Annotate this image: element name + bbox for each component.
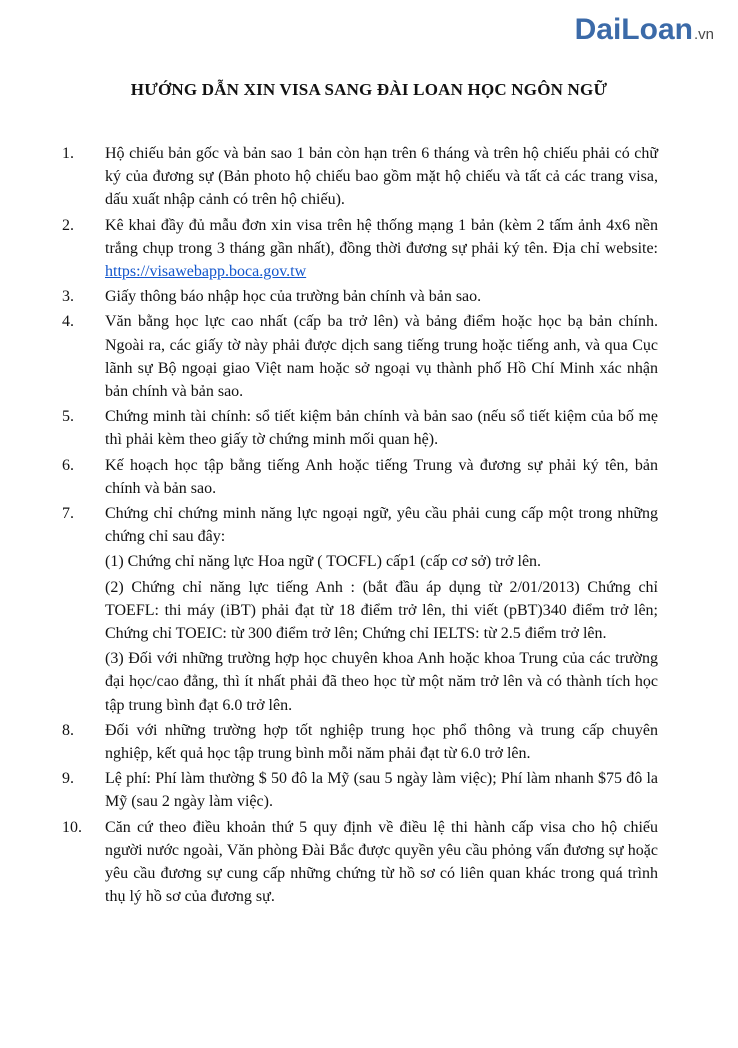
item-number: 1.	[62, 145, 74, 162]
page-title: HƯỚNG DẪN XIN VISA SANG ĐÀI LOAN HỌC NGÔN NGỮ	[130, 80, 608, 99]
visa-website-link[interactable]: https://visawebapp.boca.gov.tw	[105, 263, 307, 281]
item-text: Chứng minh tài chính: sổ tiết kiệm bản chính và bản sao (nếu sổ tiết kiệm của bố mẹ thì phải kèm theo giấy tờ chứng minh mối quan hệ).	[105, 408, 658, 449]
requirements-list	[62, 142, 658, 911]
logo-wordmark: DaiLoan	[574, 13, 693, 46]
item-text: Văn bằng học lực cao nhất (cấp ba trở lên) và bảng điểm hoặc học bạ bản chính. Ngoài ra, các giấy tờ này phải được dịch sang tiếng trung hoặc tiếng anh, và qua Cục lãnh sự Bộ ngoại giao Việt nam hoặc sở ngoại vụ thành phố Hồ Chí Minh xác nhận bản chính và bản sao.	[105, 313, 658, 401]
list-item	[62, 454, 658, 500]
dailoan-logo	[575, 12, 714, 48]
list-item	[62, 214, 658, 284]
item-number: 4.	[62, 313, 74, 331]
sub-item-english-certificates: (2) Chứng chỉ năng lực tiếng Anh : (bắt đầu áp dụng từ 2/01/2013) Chứng chỉ TOEFL: thi máy (iBT) phải đạt từ 18 điểm trở lên, thi viết (pBT)340 điểm trở lên; Chứng chỉ TOEIC: từ 300 điểm trở lên; Chứng chỉ IELTS: từ 2.5 điểm trở lên.	[105, 578, 658, 643]
item-text: Kế hoạch học tập bằng tiếng Anh hoặc tiếng Trung và đương sự phải ký tên, bản chính và bản sao.	[105, 456, 658, 497]
list-item	[62, 142, 658, 212]
item-text: Chứng chỉ chứng minh năng lực ngoại ngữ, yêu cầu phải cung cấp một trong những chứng chỉ sau đây:	[105, 505, 658, 546]
item-number: 6.	[62, 456, 74, 474]
item-number: 7.	[62, 505, 74, 523]
list-item	[62, 719, 658, 765]
item-text-body: Kê khai đầy đủ mẫu đơn xin visa trên hệ thống mạng 1 bản (kèm 2 tấm ảnh 4x6 nền trắng chụp trong 3 tháng gần nhất), đồng thời đương sự phải ký tên. Địa chỉ website:	[105, 216, 658, 257]
list-item	[62, 405, 658, 451]
list-item	[62, 310, 658, 403]
item-number: 3.	[62, 288, 74, 306]
list-item	[62, 767, 658, 813]
item-number: 2.	[62, 216, 74, 234]
item-text: Giấy thông báo nhập học của trường bản chính và bản sao.	[105, 288, 482, 306]
logo-domain-suffix: .vn	[693, 26, 714, 43]
item-text: Hộ chiếu bản gốc và bản sao 1 bản còn hạn trên 6 tháng và trên hộ chiếu phải có chữ ký của đương sự (Bản photo hộ chiếu bao gồm mặt hộ chiếu và tất cả các trang visa, dấu xuất nhập cảnh có trên hộ chiếu).	[105, 145, 658, 209]
list-item	[62, 502, 658, 717]
item-text	[105, 214, 658, 284]
item-text: Đối với những trường hợp tốt nghiệp trung học phổ thông và trung cấp chuyên nghiệp, kết quả học tập trung bình mỗi năm phải đạt từ 6.0 trở lên.	[105, 721, 658, 763]
item-number: 9.	[62, 770, 74, 788]
sub-item-tocfl: (1) Chứng chỉ năng lực Hoa ngữ ( TOCFL) cấp1 (cấp cơ sở) trở lên.	[105, 553, 542, 571]
item-number: 10.	[62, 818, 82, 836]
item-text: Lệ phí: Phí làm thường $ 50 đô la Mỹ (sau 5 ngày làm việc); Phí làm nhanh $75 đô la Mỹ (sau 2 ngày làm việc).	[105, 770, 658, 811]
sub-item-major-students: (3) Đối với những trường hợp học chuyên khoa Anh hoặc khoa Trung của các trường đại học/cao đẳng, thì ít nhất phải đã theo học từ một năm trở lên và có thành tích học tập trung bình đạt 6.0 trở lên.	[105, 650, 658, 714]
item-number: 5.	[62, 408, 74, 426]
list-item	[62, 816, 658, 909]
list-item	[62, 285, 658, 308]
item-number: 8.	[62, 721, 74, 739]
item-text: Căn cứ theo điều khoản thứ 5 quy định về điều lệ thi hành cấp visa cho hộ chiếu người nước ngoài, Văn phòng Đài Bắc được quyền yêu cầu phỏng vấn đương sự hoặc yêu cầu đương sự cung cấp những chứng từ hồ sơ có liên quan khác trong quá trình thụ lý hồ sơ của đương sự.	[105, 818, 658, 906]
